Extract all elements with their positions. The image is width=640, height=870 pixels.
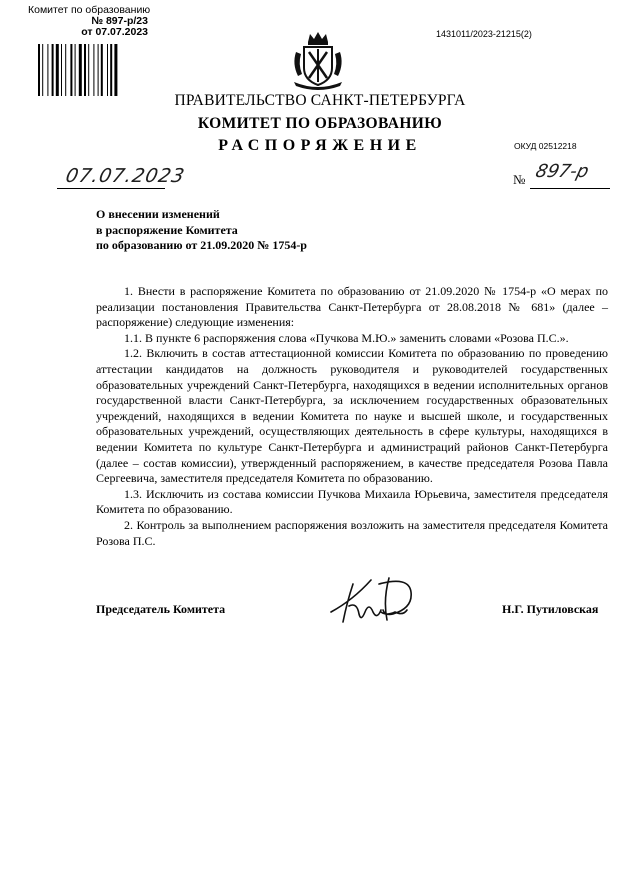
registration-stamp — [28, 4, 151, 38]
signatory-name: Н.Г. Путиловская — [502, 602, 599, 616]
subject-line: в распоряжение Комитета — [96, 222, 238, 237]
number-label: № — [513, 172, 526, 187]
committee-heading: КОМИТЕТ ПО ОБРАЗОВАНИЮ — [197, 115, 443, 132]
document-type-heading: РАСПОРЯЖЕНИЕ — [218, 137, 422, 154]
date-underline — [57, 188, 165, 189]
coat-of-arms-icon — [290, 30, 346, 92]
subject-block — [96, 207, 396, 254]
okud-code: ОКУД 02512218 — [514, 141, 577, 151]
stamp-line-organization: Комитет по образованию — [28, 4, 151, 16]
stamp-line-number: № 897-р/23 — [91, 15, 148, 27]
number-underline — [530, 188, 610, 189]
government-heading: ПРАВИТЕЛЬСТВО САНКТ-ПЕТЕРБУРГА — [174, 92, 466, 109]
document-id: 1431011/2023-21215(2) — [436, 29, 532, 39]
handwritten-signature — [323, 572, 433, 628]
paragraph-1-2: 1.2. Включить в состав аттестационной комиссии Комитета по образованию по проведению аттестации кандидатов на должность руководителя и руководителей государственных образовательных учреждений Санкт-Петербурга, находящихся в ведении исполнительных органов государственной власти Санкт-Петербурга, за исключением государственных образовательных учреждений, находящихся в ведении Комитета по науке и высшей школе, и государственных образовательных учреждений, осуществляющих деятельность в сфере культуры, находящихся в ведении Комитета по культуре Санкт-Петербурга и администраций районов Санкт-Петербурга (далее – состав комиссии), утвержденный распоряжением, в качестве председателя Розова Павла Сергеевича, заместителя председателя Комитета по образованию. — [96, 346, 608, 486]
document-body — [96, 284, 608, 549]
subject-line: по образованию от 21.09.2020 № 1754-р — [96, 238, 307, 252]
paragraph-2: 2. Контроль за выполнением распоряжения возложить на заместителя председателя Комитета Розова П.С. — [96, 517, 608, 548]
subject-line: О внесении изменений — [96, 207, 220, 221]
handwritten-date: 07.07.2023 — [63, 165, 188, 187]
paragraph-1-3: 1.3. Исключить из состава комиссии Пучкова Михаила Юрьевича, заместителя председателя Комитета по образованию. — [96, 486, 608, 517]
paragraph-1-1: 1.1. В пункте 6 распоряжения слова «Пучкова М.Ю.» заменить словами «Розова П.С.». — [124, 330, 569, 345]
signatory-title: Председатель Комитета — [96, 602, 226, 616]
paragraph-1: 1. Внести в распоряжение Комитета по образованию от 21.09.2020 № 1754-р «О мерах по реализации постановления Правительства Санкт-Петербурга от 28.08.2018 № 681» (далее – распоряжение) следующие изменения: — [96, 284, 608, 330]
barcode-image — [36, 44, 136, 96]
handwritten-number: 897-р — [533, 161, 591, 182]
stamp-line-date: от 07.07.2023 — [81, 26, 148, 38]
